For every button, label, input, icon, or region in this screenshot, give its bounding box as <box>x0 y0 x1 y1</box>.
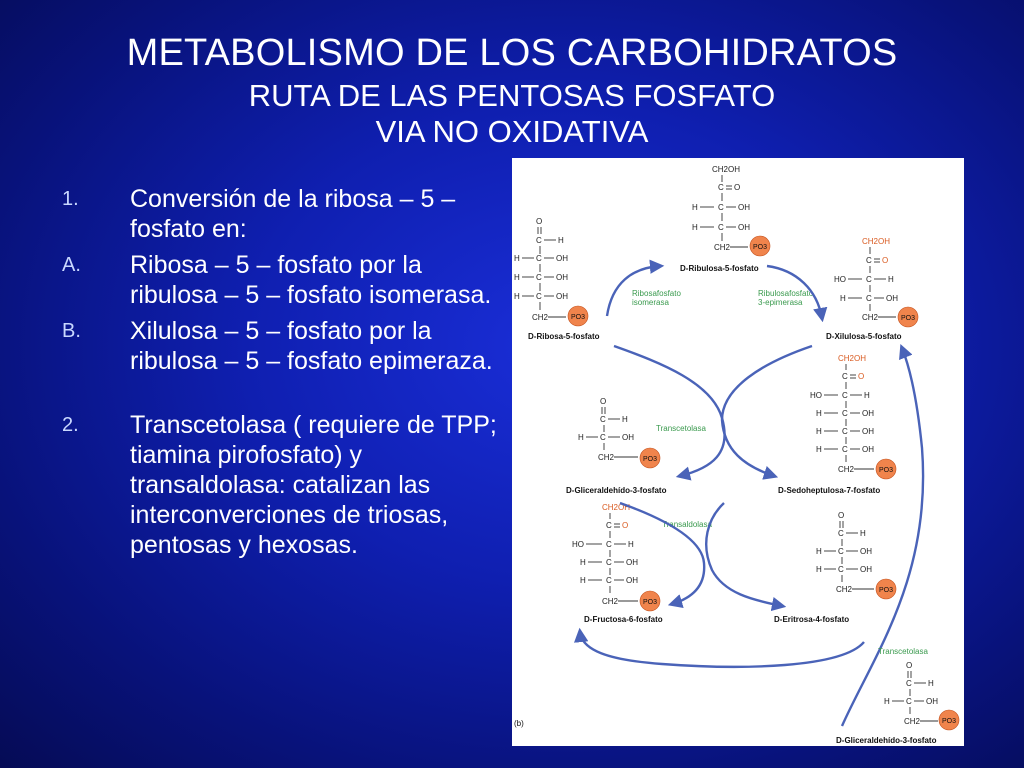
svg-text:C: C <box>842 409 848 418</box>
svg-text:H: H <box>692 203 698 212</box>
svg-text:O: O <box>734 183 741 192</box>
svg-text:H: H <box>928 679 934 688</box>
svg-text:H: H <box>864 391 870 400</box>
svg-text:OH: OH <box>860 565 872 574</box>
svg-text:C: C <box>718 203 724 212</box>
svg-text:OH: OH <box>622 433 634 442</box>
title-line-2: RUTA DE LAS PENTOSAS FOSFATO <box>248 77 776 113</box>
slide-title <box>0 34 1024 149</box>
molecule-ribulosa <box>692 165 770 256</box>
svg-text:H: H <box>816 565 822 574</box>
svg-text:OH: OH <box>556 254 568 263</box>
molecule-gliceraldehido-2 <box>884 661 959 730</box>
svg-text:C: C <box>600 433 606 442</box>
svg-text:PO3: PO3 <box>643 599 658 606</box>
svg-text:HO: HO <box>572 540 584 549</box>
list-text: Ribosa – 5 – fosfato por la ribulosa – 5 – fosfato isomerasa. <box>130 251 492 309</box>
svg-text:CH2: CH2 <box>838 465 855 474</box>
svg-text:OH: OH <box>926 697 938 706</box>
svg-text:C: C <box>536 236 542 245</box>
svg-text:H: H <box>580 576 586 585</box>
label-fructosa: D-Fructosa-6-fosfato <box>584 615 663 624</box>
svg-text:CH2OH: CH2OH <box>712 165 741 174</box>
svg-text:C: C <box>842 372 848 381</box>
svg-text:O: O <box>536 217 543 226</box>
svg-text:C: C <box>718 183 724 192</box>
arrow-transaldolasa-right <box>706 503 782 606</box>
svg-text:OH: OH <box>556 292 568 301</box>
svg-text:H: H <box>816 445 822 454</box>
enzyme-transcetolasa-1: Transcetolasa <box>656 424 706 433</box>
svg-text:C: C <box>606 521 612 530</box>
svg-text:OH: OH <box>738 203 750 212</box>
svg-text:O: O <box>600 397 607 406</box>
svg-text:O: O <box>622 521 629 530</box>
label-xilulosa: D-Xilulosa-5-fosfato <box>826 332 902 341</box>
svg-text:HO: HO <box>834 275 846 284</box>
enzyme-transcetolasa-2: Transcetolasa <box>878 647 928 656</box>
svg-text:CH2: CH2 <box>714 243 731 252</box>
molecule-eritrosa <box>816 511 896 599</box>
svg-text:C: C <box>842 445 848 454</box>
molecule-gliceraldehido <box>578 397 660 468</box>
svg-text:CH2OH: CH2OH <box>838 354 867 363</box>
list-marker: 1. <box>62 188 79 210</box>
svg-text:HO: HO <box>810 391 822 400</box>
label-ribosa: D-Ribosa-5-fosfato <box>528 332 600 341</box>
svg-text:H: H <box>514 273 520 282</box>
svg-text:C: C <box>866 256 872 265</box>
svg-text:PO3: PO3 <box>879 587 894 594</box>
svg-text:C: C <box>536 273 542 282</box>
enzyme-isomerasa-1: Ribosafosfato <box>632 289 681 298</box>
svg-text:H: H <box>860 529 866 538</box>
list-marker: 2. <box>62 414 79 436</box>
svg-text:C: C <box>536 254 542 263</box>
svg-text:H: H <box>580 558 586 567</box>
svg-text:PO3: PO3 <box>643 456 658 463</box>
svg-text:C: C <box>606 576 612 585</box>
molecule-sedoheptulosa <box>810 354 896 479</box>
arrow-loop-bottom <box>580 632 864 667</box>
list-marker: A. <box>62 254 81 276</box>
list-item <box>62 184 502 244</box>
svg-text:C: C <box>536 292 542 301</box>
svg-text:PO3: PO3 <box>901 315 916 322</box>
svg-text:CH2: CH2 <box>862 313 879 322</box>
svg-text:OH: OH <box>862 445 874 454</box>
svg-text:O: O <box>838 511 845 520</box>
pathway-figure <box>512 158 964 746</box>
svg-text:C: C <box>606 540 612 549</box>
content-list <box>62 184 502 566</box>
molecule-ribosa <box>514 217 588 326</box>
svg-text:O: O <box>882 256 889 265</box>
list-text: Xilulosa – 5 – fosfato por la ribulosa – 5 – fosfato epimeraza. <box>130 317 493 375</box>
svg-text:C: C <box>600 415 606 424</box>
svg-text:C: C <box>838 565 844 574</box>
label-sedoheptulosa: D-Sedoheptulosa-7-fosfato <box>778 486 881 495</box>
svg-text:H: H <box>840 294 846 303</box>
svg-text:OH: OH <box>860 547 872 556</box>
svg-text:H: H <box>816 409 822 418</box>
svg-text:C: C <box>606 558 612 567</box>
svg-text:OH: OH <box>556 273 568 282</box>
svg-text:PO3: PO3 <box>571 314 586 321</box>
panel-label: (b) <box>514 719 524 728</box>
svg-text:H: H <box>578 433 584 442</box>
svg-text:H: H <box>692 223 698 232</box>
svg-text:OH: OH <box>862 409 874 418</box>
svg-text:CH2OH: CH2OH <box>862 237 891 246</box>
svg-text:PO3: PO3 <box>942 718 957 725</box>
enzyme-transaldolasa: Transaldolasa <box>662 520 712 529</box>
svg-text:C: C <box>866 294 872 303</box>
arrow-transcetolasa-right <box>722 346 812 476</box>
molecule-xilulosa <box>834 237 918 327</box>
svg-text:CH2: CH2 <box>904 717 921 726</box>
arrow-transaldolasa-left <box>620 503 704 604</box>
title-line-3: VIA NO OXIDATIVA <box>375 114 649 150</box>
svg-text:C: C <box>838 529 844 538</box>
svg-text:H: H <box>816 427 822 436</box>
label-gliceraldehido: D-Gliceraldehído-3-fosfato <box>566 486 667 495</box>
svg-text:OH: OH <box>626 558 638 567</box>
svg-text:PO3: PO3 <box>753 244 768 251</box>
title-line-1: METABOLISMO DE LOS CARBOHIDRATOS <box>126 32 898 74</box>
svg-text:C: C <box>906 679 912 688</box>
svg-text:CH2: CH2 <box>598 453 615 462</box>
svg-text:C: C <box>718 223 724 232</box>
svg-text:CH2: CH2 <box>532 313 549 322</box>
svg-text:C: C <box>842 391 848 400</box>
enzyme-isomerasa-2: isomerasa <box>632 298 669 307</box>
svg-text:H: H <box>514 292 520 301</box>
arrow-transcetolasa-left <box>614 346 725 476</box>
pathway-diagram <box>512 158 964 746</box>
enzyme-epimerasa-1: Ribulosafosfato <box>758 289 814 298</box>
svg-text:H: H <box>816 547 822 556</box>
svg-text:H: H <box>888 275 894 284</box>
svg-text:CH2: CH2 <box>602 597 619 606</box>
svg-text:H: H <box>558 236 564 245</box>
svg-text:C: C <box>906 697 912 706</box>
label-ribulosa: D-Ribulosa-5-fosfato <box>680 264 759 273</box>
enzyme-epimerasa-2: 3-epimerasa <box>758 298 803 307</box>
svg-text:H: H <box>628 540 634 549</box>
list-item <box>62 410 502 560</box>
svg-text:OH: OH <box>738 223 750 232</box>
svg-text:C: C <box>842 427 848 436</box>
svg-text:H: H <box>622 415 628 424</box>
svg-text:C: C <box>838 547 844 556</box>
svg-text:OH: OH <box>626 576 638 585</box>
list-marker: B. <box>62 320 81 342</box>
molecule-fructosa <box>572 503 660 611</box>
label-gliceraldehido-2: D-Gliceraldehído-3-fosfato <box>836 736 937 745</box>
svg-text:C: C <box>866 275 872 284</box>
svg-text:OH: OH <box>862 427 874 436</box>
svg-text:H: H <box>884 697 890 706</box>
svg-text:OH: OH <box>886 294 898 303</box>
label-eritrosa: D-Eritrosa-4-fosfato <box>774 615 850 624</box>
list-item <box>62 250 502 310</box>
svg-text:CH2: CH2 <box>836 585 853 594</box>
svg-text:CH2OH: CH2OH <box>602 503 631 512</box>
list-text: Conversión de la ribosa – 5 – fosfato en: <box>130 185 456 243</box>
svg-text:O: O <box>906 661 913 670</box>
svg-text:PO3: PO3 <box>879 467 894 474</box>
svg-text:H: H <box>514 254 520 263</box>
list-text: Transcetolasa ( requiere de TPP; tiamina pirofosfato) y transaldolasa: catalizan las interconverciones de triosas, pentosas y hexosas. <box>130 411 497 559</box>
svg-text:O: O <box>858 372 865 381</box>
list-item <box>62 316 502 376</box>
